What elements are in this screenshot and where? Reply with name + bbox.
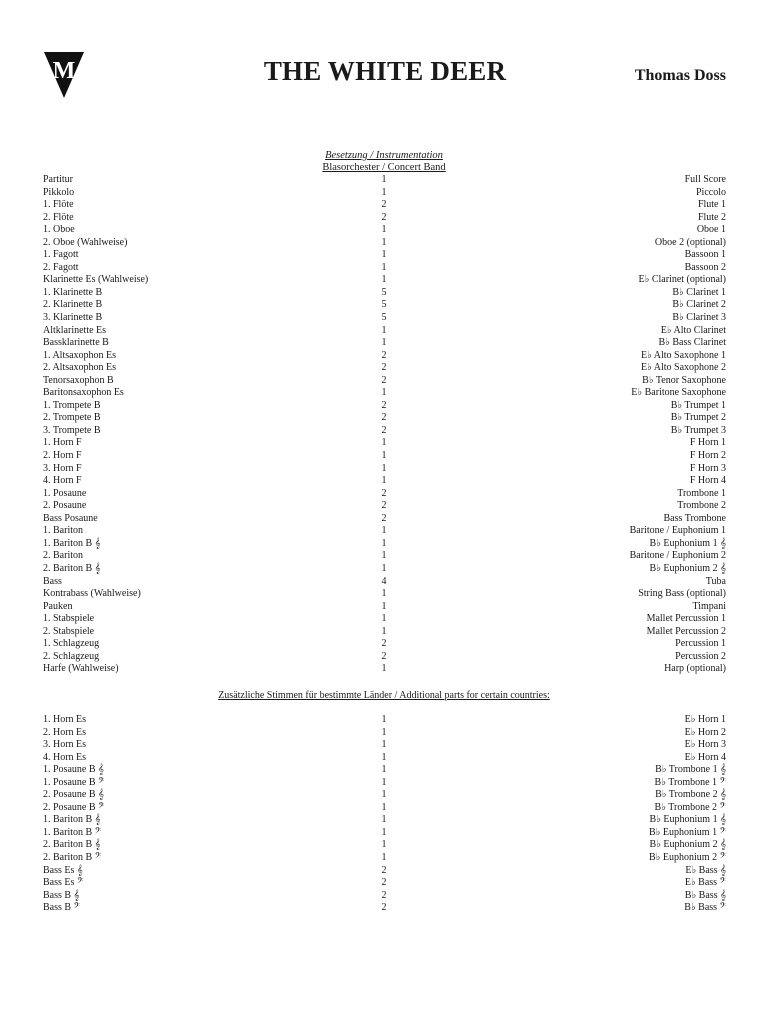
list-item bbox=[43, 450, 726, 463]
logo-triangle-icon bbox=[44, 52, 84, 98]
list-item bbox=[43, 513, 726, 526]
part-quantity-value: 1 bbox=[381, 562, 387, 574]
part-name-english: Harp (optional) bbox=[664, 663, 726, 675]
part-name-german: 1. Posaune B 𝄢 bbox=[43, 776, 105, 788]
part-name-english: F Horn 2 bbox=[689, 450, 726, 462]
instrumentation-heading bbox=[0, 150, 768, 174]
part-quantity-value: 2 bbox=[381, 650, 387, 662]
part-quantity-value: 1 bbox=[381, 814, 387, 826]
part-name-german: 1. Flöte bbox=[43, 199, 74, 211]
part-quantity-value: 2 bbox=[381, 349, 387, 361]
part-quantity-value: 1 bbox=[381, 337, 387, 349]
part-name-german: Baritonsaxophon Es bbox=[43, 387, 124, 399]
part-quantity-value: 1 bbox=[381, 537, 387, 549]
part-name-english: Trombone 1 bbox=[677, 487, 726, 499]
part-quantity-value: 1 bbox=[381, 475, 387, 487]
part-name-english: B♭ Euphonium 1 𝄞 bbox=[649, 814, 726, 826]
part-name-english: B♭ Trumpet 3 bbox=[670, 424, 726, 436]
part-name-german: Pikkolo bbox=[43, 186, 75, 198]
part-name-german: Bass Es 𝄞 bbox=[43, 864, 83, 876]
list-item bbox=[43, 488, 726, 501]
list-item bbox=[43, 538, 726, 551]
part-name-english: B♭ Euphonium 1 𝄢 bbox=[649, 826, 726, 838]
list-item bbox=[43, 463, 726, 476]
part-name-english: Timpani bbox=[692, 600, 726, 612]
part-quantity-value: 1 bbox=[381, 739, 387, 751]
list-item bbox=[43, 400, 726, 413]
list-item bbox=[43, 613, 726, 626]
part-name-english: B♭ Euphonium 1 𝄞 bbox=[649, 537, 726, 549]
part-name-english: Flute 2 bbox=[697, 211, 726, 223]
part-name-german: 3. Horn Es bbox=[43, 739, 87, 751]
part-name-english: Bass Trombone bbox=[663, 512, 726, 524]
part-quantity-value: 2 bbox=[381, 877, 387, 889]
part-name-english: Piccolo bbox=[696, 186, 726, 198]
part-quantity-value: 2 bbox=[381, 487, 387, 499]
part-name-english: E♭ Alto Clarinet bbox=[660, 324, 726, 336]
part-name-german: 2. Bariton B 𝄢 bbox=[43, 852, 102, 864]
part-name-english: B♭ Bass Clarinet bbox=[658, 337, 726, 349]
list-item bbox=[43, 412, 726, 425]
part-name-english: Flute 1 bbox=[697, 199, 726, 211]
part-name-german: Harfe (Wahlweise) bbox=[43, 663, 119, 675]
instrumentation-heading-line1: Besetzung / Instrumentation bbox=[325, 150, 443, 161]
part-quantity-value: 1 bbox=[381, 437, 387, 449]
part-quantity-value: 2 bbox=[381, 211, 387, 223]
part-name-english: E♭ Horn 2 bbox=[684, 726, 726, 738]
part-name-english: Bassoon 1 bbox=[684, 249, 726, 261]
list-item bbox=[43, 550, 726, 563]
part-name-english: B♭ Clarinet 1 bbox=[672, 286, 726, 298]
part-name-english: Oboe 2 (optional) bbox=[654, 236, 726, 248]
list-item bbox=[43, 739, 726, 752]
part-name-german: 3. Horn F bbox=[43, 462, 82, 474]
part-name-german: 2. Klarinette B bbox=[43, 299, 103, 311]
part-name-german: 3. Trompete B bbox=[43, 424, 101, 436]
list-item bbox=[43, 638, 726, 651]
part-name-english: B♭ Euphonium 2 𝄢 bbox=[649, 852, 726, 864]
additional-parts-list bbox=[43, 714, 726, 915]
part-name-english: E♭ Horn 4 bbox=[684, 751, 726, 763]
part-name-english: E♭ Alto Saxophone 1 bbox=[641, 349, 726, 361]
part-name-german: Bass Posaune bbox=[43, 512, 98, 524]
part-quantity-value: 1 bbox=[381, 789, 387, 801]
part-quantity-value: 2 bbox=[381, 199, 387, 211]
part-name-german: 1. Altsaxophon Es bbox=[43, 349, 117, 361]
part-name-english: E♭ Clarinet (optional) bbox=[638, 274, 726, 286]
part-quantity-value: 1 bbox=[381, 450, 387, 462]
part-name-german: 2. Flöte bbox=[43, 211, 74, 223]
part-quantity-value: 2 bbox=[381, 412, 387, 424]
part-quantity-value: 1 bbox=[381, 249, 387, 261]
part-name-german: 1. Posaune bbox=[43, 487, 87, 499]
list-item bbox=[43, 262, 726, 275]
list-item bbox=[43, 714, 726, 727]
list-item bbox=[43, 274, 726, 287]
part-name-german: 2. Schlagzeug bbox=[43, 650, 100, 662]
list-item bbox=[43, 312, 726, 325]
part-name-german: 1. Bariton B 𝄞 bbox=[43, 537, 101, 549]
part-name-english: E♭ Bass 𝄞 bbox=[685, 864, 726, 876]
part-quantity-value: 1 bbox=[381, 387, 387, 399]
instrumentation-list bbox=[43, 174, 726, 676]
list-item bbox=[43, 325, 726, 338]
list-item bbox=[43, 839, 726, 852]
part-name-german: 4. Horn Es bbox=[43, 751, 87, 763]
logo-letter: M bbox=[52, 58, 76, 84]
part-quantity-value: 1 bbox=[381, 714, 387, 725]
part-name-english: B♭ Bass 𝄞 bbox=[684, 889, 726, 901]
part-quantity-value: 1 bbox=[381, 801, 387, 813]
part-quantity-value: 1 bbox=[381, 174, 387, 185]
part-name-german: 1. Klarinette B bbox=[43, 286, 103, 298]
part-name-english: B♭ Trombone 1 𝄞 bbox=[655, 764, 726, 776]
part-quantity-value: 2 bbox=[381, 512, 387, 524]
list-item bbox=[43, 576, 726, 589]
part-quantity-value: 2 bbox=[381, 889, 387, 901]
part-name-german: Pauken bbox=[43, 600, 73, 612]
part-name-german: 2. Altsaxophon Es bbox=[43, 362, 117, 374]
part-name-english: Mallet Percussion 1 bbox=[646, 613, 726, 625]
part-name-english: E♭ Baritone Saxophone bbox=[631, 387, 726, 399]
part-quantity-value: 1 bbox=[381, 852, 387, 864]
part-name-german: Altklarinette Es bbox=[43, 324, 107, 336]
list-item bbox=[43, 752, 726, 765]
part-quantity-value: 2 bbox=[381, 424, 387, 436]
part-name-english: B♭ Trombone 2 𝄞 bbox=[655, 789, 726, 801]
part-quantity-value: 2 bbox=[381, 500, 387, 512]
part-name-german: 1. Bariton B 𝄞 bbox=[43, 814, 101, 826]
part-name-german: Bass B 𝄞 bbox=[43, 889, 80, 901]
part-name-german: 1. Bariton bbox=[43, 525, 83, 537]
list-item bbox=[43, 437, 726, 450]
part-name-english: Tuba bbox=[705, 575, 726, 587]
part-name-english: Percussion 2 bbox=[675, 650, 726, 662]
list-item bbox=[43, 727, 726, 740]
part-name-english: B♭ Euphonium 2 𝄞 bbox=[649, 839, 726, 851]
part-quantity-value: 1 bbox=[381, 261, 387, 273]
list-item bbox=[43, 237, 726, 250]
part-name-english: Baritone / Euphonium 2 bbox=[629, 550, 726, 562]
part-name-english: B♭ Euphonium 2 𝄞 bbox=[649, 562, 726, 574]
part-name-english: E♭ Alto Saxophone 2 bbox=[641, 362, 726, 374]
part-name-english: Oboe 1 bbox=[696, 224, 726, 236]
list-item bbox=[43, 287, 726, 300]
part-quantity-value: 2 bbox=[381, 374, 387, 386]
part-name-german: 1. Stabspiele bbox=[43, 613, 95, 625]
part-name-german: 2. Bariton B 𝄞 bbox=[43, 839, 101, 851]
part-quantity-value: 1 bbox=[381, 625, 387, 637]
part-quantity-value: 1 bbox=[381, 826, 387, 838]
part-quantity-value: 5 bbox=[381, 312, 387, 324]
part-name-english: Full Score bbox=[684, 174, 726, 185]
part-name-english: F Horn 3 bbox=[689, 462, 726, 474]
part-name-german: Klarinette Es (Wahlweise) bbox=[43, 274, 149, 286]
list-item bbox=[43, 626, 726, 639]
additional-parts-heading: Zusätzliche Stimmen für bestimmte Länder / Additional parts for certain countries: bbox=[218, 690, 550, 701]
part-name-german: 1. Fagott bbox=[43, 249, 79, 261]
part-name-english: String Bass (optional) bbox=[638, 588, 726, 600]
list-item bbox=[43, 827, 726, 840]
list-item bbox=[43, 890, 726, 903]
part-name-german: 1. Oboe bbox=[43, 224, 75, 236]
part-quantity-value: 1 bbox=[381, 236, 387, 248]
part-name-english: Percussion 1 bbox=[675, 638, 726, 650]
part-quantity-value: 1 bbox=[381, 751, 387, 763]
part-name-german: Bassklarinette B bbox=[43, 337, 109, 349]
list-item bbox=[43, 802, 726, 815]
part-quantity-value: 1 bbox=[381, 663, 387, 675]
list-item bbox=[43, 663, 726, 676]
list-item bbox=[43, 563, 726, 576]
part-quantity-value: 1 bbox=[381, 525, 387, 537]
part-name-english: B♭ Trumpet 2 bbox=[670, 412, 726, 424]
part-name-german: Bass B 𝄢 bbox=[43, 902, 80, 914]
list-item bbox=[43, 500, 726, 513]
part-name-english: F Horn 1 bbox=[689, 437, 726, 449]
part-name-english: E♭ Bass 𝄢 bbox=[684, 877, 726, 889]
part-name-english: E♭ Horn 1 bbox=[684, 714, 726, 725]
part-quantity-value: 1 bbox=[381, 613, 387, 625]
part-name-german: 1. Trompete B bbox=[43, 399, 101, 411]
part-name-english: E♭ Horn 3 bbox=[684, 739, 726, 751]
part-name-german: Partitur bbox=[43, 174, 73, 185]
instrumentation-heading-line2: Blasorchester / Concert Band bbox=[322, 162, 446, 173]
part-name-english: B♭ Trombone 1 𝄢 bbox=[654, 776, 726, 788]
part-quantity-value: 1 bbox=[381, 186, 387, 198]
part-name-english: Bassoon 2 bbox=[684, 261, 726, 273]
part-name-english: Mallet Percussion 2 bbox=[646, 625, 726, 637]
list-item bbox=[43, 764, 726, 777]
part-quantity-value: 1 bbox=[381, 839, 387, 851]
part-name-german: Bass bbox=[43, 575, 62, 587]
part-name-german: 1. Horn Es bbox=[43, 714, 87, 725]
part-name-german: 4. Horn F bbox=[43, 475, 82, 487]
part-name-german: 1. Posaune B 𝄞 bbox=[43, 764, 104, 776]
part-name-english: B♭ Trombone 2 𝄢 bbox=[654, 801, 726, 813]
list-item bbox=[43, 187, 726, 200]
part-name-german: 2. Fagott bbox=[43, 261, 79, 273]
part-name-german: 1. Horn F bbox=[43, 437, 82, 449]
part-name-german: 3. Klarinette B bbox=[43, 312, 103, 324]
list-item bbox=[43, 249, 726, 262]
part-name-english: Trombone 2 bbox=[677, 500, 726, 512]
list-item bbox=[43, 362, 726, 375]
part-name-german: 2. Bariton bbox=[43, 550, 83, 562]
part-quantity-value: 1 bbox=[381, 776, 387, 788]
part-name-english: Baritone / Euphonium 1 bbox=[629, 525, 726, 537]
list-item bbox=[43, 199, 726, 212]
part-name-german: Bass Es 𝄢 bbox=[43, 877, 84, 889]
part-quantity-value: 1 bbox=[381, 324, 387, 336]
list-item bbox=[43, 814, 726, 827]
list-item bbox=[43, 299, 726, 312]
list-item bbox=[43, 224, 726, 237]
part-name-german: 2. Oboe (Wahlweise) bbox=[43, 236, 128, 248]
piece-title: THE WHITE DEER bbox=[263, 56, 507, 86]
part-quantity-value: 4 bbox=[381, 575, 387, 587]
part-quantity-value: 2 bbox=[381, 638, 387, 650]
part-quantity-value: 1 bbox=[381, 600, 387, 612]
part-quantity-value: 1 bbox=[381, 462, 387, 474]
list-item bbox=[43, 350, 726, 363]
part-name-english: B♭ Bass 𝄢 bbox=[684, 902, 726, 914]
part-name-german: 2. Bariton B 𝄞 bbox=[43, 562, 101, 574]
part-name-german: 2. Posaune bbox=[43, 500, 87, 512]
list-item bbox=[43, 777, 726, 790]
list-item bbox=[43, 425, 726, 438]
part-name-english: F Horn 4 bbox=[689, 475, 726, 487]
part-quantity-value: 1 bbox=[381, 764, 387, 776]
part-quantity-value: 5 bbox=[381, 286, 387, 298]
part-name-english: B♭ Clarinet 3 bbox=[672, 312, 726, 324]
part-name-german: 1. Schlagzeug bbox=[43, 638, 100, 650]
list-item bbox=[43, 174, 726, 187]
list-item bbox=[43, 789, 726, 802]
list-item bbox=[43, 902, 726, 915]
part-quantity-value: 2 bbox=[381, 362, 387, 374]
part-quantity-value: 1 bbox=[381, 726, 387, 738]
composer-name: Thomas Doss bbox=[634, 67, 726, 84]
publisher-logo bbox=[44, 52, 84, 98]
part-name-english: B♭ Trumpet 1 bbox=[670, 399, 726, 411]
part-name-german: 2. Trompete B bbox=[43, 412, 101, 424]
part-quantity-value: 2 bbox=[381, 864, 387, 876]
list-item bbox=[43, 525, 726, 538]
list-item bbox=[43, 601, 726, 614]
list-item bbox=[43, 475, 726, 488]
list-item bbox=[43, 877, 726, 890]
part-quantity-value: 2 bbox=[381, 399, 387, 411]
list-item bbox=[43, 852, 726, 865]
list-item bbox=[43, 865, 726, 878]
list-item bbox=[43, 387, 726, 400]
list-item bbox=[43, 588, 726, 601]
part-quantity-value: 5 bbox=[381, 299, 387, 311]
list-item bbox=[43, 375, 726, 388]
part-name-german: 2. Horn F bbox=[43, 450, 82, 462]
part-name-german: 2. Posaune B 𝄢 bbox=[43, 801, 105, 813]
part-quantity-value: 1 bbox=[381, 588, 387, 600]
part-name-german: 1. Bariton B 𝄢 bbox=[43, 826, 102, 838]
part-quantity-value: 1 bbox=[381, 224, 387, 236]
part-name-german: 2. Horn Es bbox=[43, 726, 87, 738]
part-quantity-value: 2 bbox=[381, 902, 387, 914]
part-quantity-value: 1 bbox=[381, 550, 387, 562]
part-name-english: B♭ Tenor Saxophone bbox=[642, 374, 726, 386]
part-quantity-value: 1 bbox=[381, 274, 387, 286]
part-name-german: Tenorsaxophon B bbox=[43, 374, 114, 386]
list-item bbox=[43, 651, 726, 664]
list-item bbox=[43, 212, 726, 225]
part-name-german: Kontrabass (Wahlweise) bbox=[43, 588, 141, 600]
part-name-german: 2. Posaune B 𝄞 bbox=[43, 789, 104, 801]
part-name-german: 2. Stabspiele bbox=[43, 625, 95, 637]
part-name-english: B♭ Clarinet 2 bbox=[672, 299, 726, 311]
list-item bbox=[43, 337, 726, 350]
